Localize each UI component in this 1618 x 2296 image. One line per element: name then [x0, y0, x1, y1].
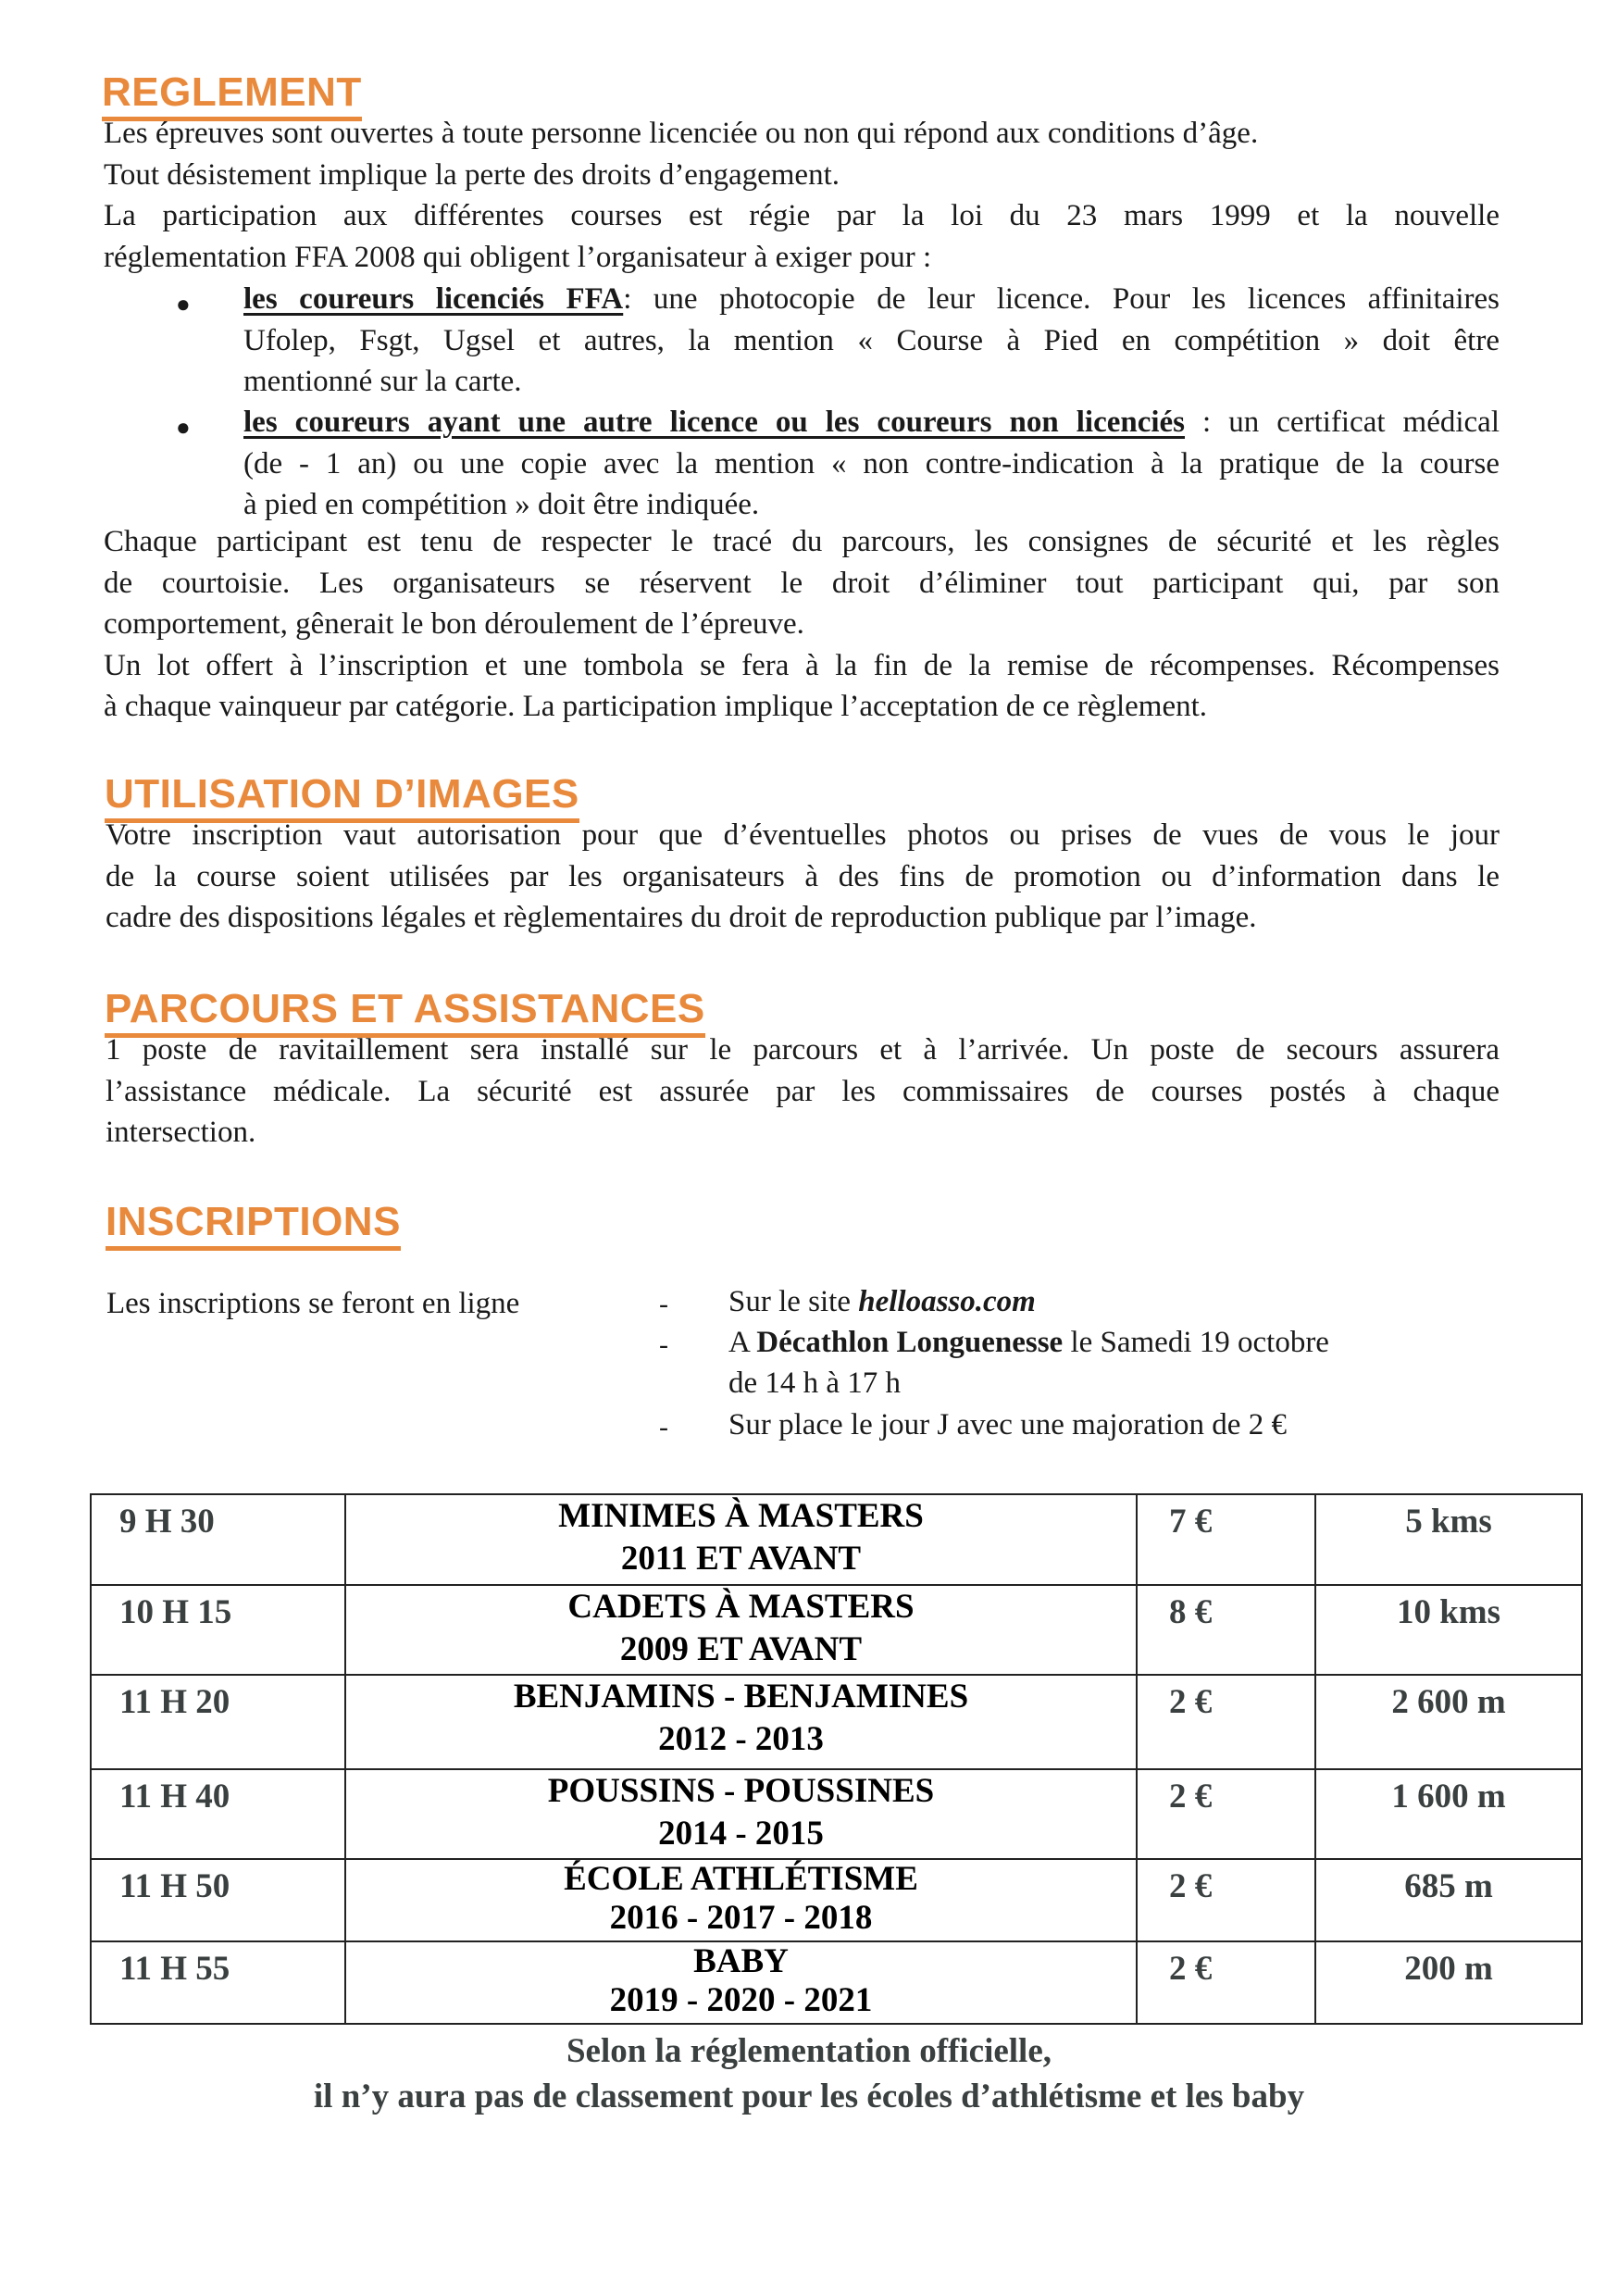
- bullet-line: [243, 279, 1500, 320]
- bullet-label: les coureurs licenciés FFA: [243, 282, 624, 316]
- option-text: A: [728, 1326, 757, 1359]
- inscriptions-intro: Les inscriptions se feront en ligne: [106, 1287, 520, 1320]
- category-years: 2019 - 2020 - 2021: [609, 1981, 873, 2019]
- heading-reglement: REGLEMENT: [102, 72, 362, 121]
- bullet-text: : une photocopie de leur licence. Pour les licences affinitaires: [623, 282, 1500, 316]
- parcours-paragraph: [106, 1029, 1500, 1154]
- race-time: 11 H 40: [91, 1769, 345, 1859]
- paragraph-line: l’assistance médicale. La sécurité est assurée par les commissaires de courses postés à chaque: [106, 1074, 1500, 1108]
- bullet-item-non-licencies: [243, 402, 1500, 526]
- race-category: [345, 1675, 1137, 1769]
- dash-icon: -: [659, 1412, 668, 1442]
- race-distance: 1 600 m: [1315, 1769, 1582, 1859]
- race-time: 11 H 55: [91, 1941, 345, 2024]
- bullet-line: mentionné sur la carte.: [243, 365, 522, 398]
- table-row: [91, 1941, 1582, 2024]
- helloasso-link[interactable]: helloasso.com: [858, 1285, 1036, 1318]
- race-distance: 5 kms: [1315, 1494, 1582, 1585]
- bullet-line: (de - 1 an) ou une copie avec la mention « non contre-indication à la pratique de la course: [243, 446, 1500, 480]
- reglement-intro: [104, 113, 1500, 278]
- table-row: [91, 1859, 1582, 1941]
- race-category: [345, 1585, 1137, 1675]
- race-price: 7 €: [1137, 1494, 1315, 1585]
- category-name: BABY: [693, 1942, 789, 1980]
- paragraph-line: comportement, gênerait le bon déroulement de l’épreuve.: [104, 607, 804, 641]
- paragraph-line: 1 poste de ravitaillement sera installé sur le parcours et à l’arrivée. Un poste de secours assurera: [106, 1033, 1500, 1067]
- bullet-icon: ●: [176, 291, 191, 318]
- paragraph-line: Les épreuves sont ouvertes à toute personne licenciée ou non qui répond aux conditions d’âge.: [104, 117, 1259, 150]
- paragraph-line: Un lot offert à l’inscription et une tombola se fera à la fin de la remise de récompenses. Récompenses: [104, 648, 1500, 682]
- inscription-option-onsite: Sur place le jour J avec une majoration de 2 €: [728, 1408, 1287, 1441]
- paragraph-line: réglementation FFA 2008 qui obligent l’organisateur à exiger pour :: [104, 240, 932, 274]
- category-years: 2012 - 2013: [658, 1720, 824, 1758]
- race-time: 11 H 50: [91, 1859, 345, 1941]
- paragraph-line: Tout désistement implique la perte des droits d’engagement.: [104, 157, 840, 192]
- category-years: 2011 ET AVANT: [620, 1540, 862, 1578]
- bullet-line: [243, 402, 1500, 443]
- race-price: 2 €: [1137, 1859, 1315, 1941]
- table-row: [91, 1494, 1582, 1585]
- category-name: BENJAMINS - BENJAMINES: [513, 1678, 969, 1716]
- inscription-option-hours: de 14 h à 17 h: [728, 1366, 902, 1400]
- category-years: 2014 - 2015: [658, 1815, 824, 1853]
- race-time: 10 H 15: [91, 1585, 345, 1675]
- bullet-line: à pied en compétition » doit être indiquée.: [243, 488, 760, 521]
- category-name: MINIMES À MASTERS: [558, 1497, 924, 1535]
- category-name: CADETS À MASTERS: [567, 1588, 915, 1626]
- race-distance: 685 m: [1315, 1859, 1582, 1941]
- heading-inscriptions: INSCRIPTIONS: [106, 1202, 401, 1251]
- race-distance: 10 kms: [1315, 1585, 1582, 1675]
- race-price: 2 €: [1137, 1769, 1315, 1859]
- race-time: 11 H 20: [91, 1675, 345, 1769]
- bullet-label: les coureurs ayant une autre licence ou les coureurs non licenciés: [243, 406, 1186, 439]
- images-paragraph: [106, 815, 1500, 939]
- race-category: [345, 1941, 1137, 2024]
- option-place: Décathlon Longuenesse: [756, 1326, 1064, 1359]
- race-time: 9 H 30: [91, 1494, 345, 1585]
- option-text: le Samedi 19 octobre: [1063, 1326, 1329, 1359]
- bullet-item-ffa: [243, 279, 1500, 403]
- category-years: 2009 ET AVANT: [619, 1630, 863, 1668]
- paragraph-line: à chaque vainqueur par catégorie. La participation implique l’acceptation de ce règlement.: [104, 690, 1208, 723]
- race-price: 8 €: [1137, 1585, 1315, 1675]
- paragraph-line: cadre des dispositions légales et règlementaires du droit de reproduction publique par l’image.: [106, 901, 1257, 934]
- category-name: ÉCOLE ATHLÉTISME: [564, 1860, 918, 1898]
- schedule-table: [90, 1493, 1583, 2025]
- note-line-1: Selon la réglementation officielle,: [566, 2032, 1052, 2070]
- race-price: 2 €: [1137, 1675, 1315, 1769]
- table-row: [91, 1675, 1582, 1769]
- table-row: [91, 1769, 1582, 1859]
- race-price: 2 €: [1137, 1941, 1315, 2024]
- bullet-text: : un certificat médical: [1185, 406, 1500, 439]
- dash-icon: -: [659, 1289, 668, 1319]
- heading-utilisation-images: UTILISATION D’IMAGES: [105, 774, 579, 823]
- paragraph-line: de courtoisie. Les organisateurs se réservent le droit d’éliminer tout participant qui, par son: [104, 566, 1500, 600]
- table-row: [91, 1585, 1582, 1675]
- category-name: POUSSINS - POUSSINES: [547, 1772, 935, 1810]
- paragraph-line: La participation aux différentes courses est régie par la loi du 23 mars 1999 et la nouvelle: [104, 199, 1500, 232]
- bullet-line: Ufolep, Fsgt, Ugsel et autres, la mention « Course à Pied en compétition » doit être: [243, 323, 1500, 357]
- inscription-option-online: [728, 1285, 1036, 1319]
- race-category: [345, 1494, 1137, 1585]
- race-category: [345, 1769, 1137, 1859]
- heading-parcours: PARCOURS ET ASSISTANCES: [105, 989, 705, 1038]
- category-years: 2016 - 2017 - 2018: [609, 1899, 873, 1937]
- dash-icon: -: [659, 1329, 668, 1360]
- paragraph-line: Votre inscription vaut autorisation pour que d’éventuelles photos ou prises de vues de vous le jour: [106, 818, 1500, 852]
- race-distance: 200 m: [1315, 1941, 1582, 2024]
- race-distance: 2 600 m: [1315, 1675, 1582, 1769]
- note-line-2: il n’y aura pas de classement pour les écoles d’athlétisme et les baby: [313, 2078, 1305, 2115]
- inscription-option-decathlon: [728, 1326, 1329, 1360]
- paragraph-line: de la course soient utilisées par les organisateurs à des fins de promotion ou d’information dans le: [106, 859, 1500, 893]
- paragraph-line: intersection.: [106, 1116, 256, 1149]
- option-text: Sur le site: [728, 1285, 859, 1318]
- paragraph-line: Chaque participant est tenu de respecter le tracé du parcours, les consignes de sécurité et les règles: [104, 525, 1500, 558]
- race-category: [345, 1859, 1137, 1941]
- bullet-icon: ●: [176, 414, 191, 441]
- reglement-rules: [104, 521, 1500, 728]
